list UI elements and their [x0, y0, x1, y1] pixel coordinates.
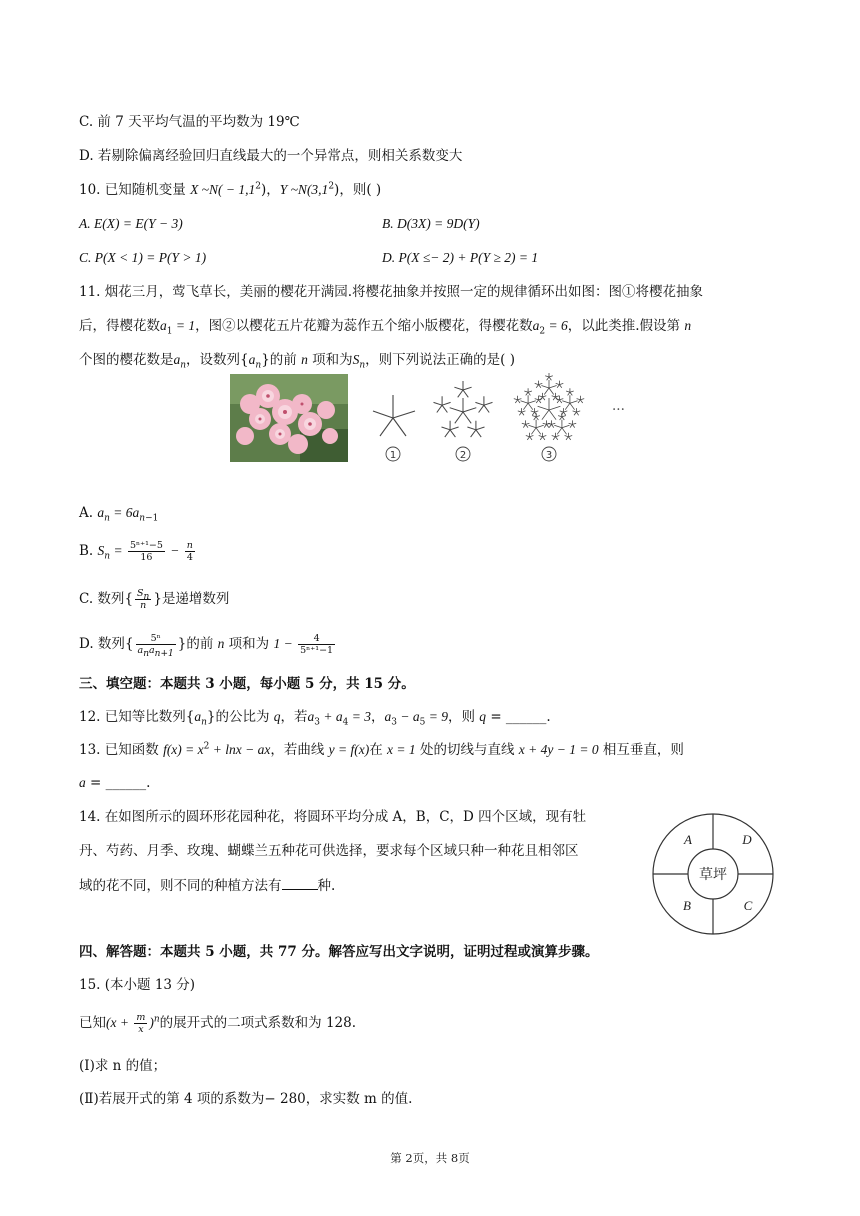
ring-label-d: D: [742, 832, 752, 847]
q11-option-b: B. $S_n$ = $\frac{\text{5ⁿ⁺¹−5}}{16}$ − $\frac{n}{4}$: [79, 540, 193, 563]
q11-stem-line3: 个图的樱花数是$a_n$，设数列$\{a_n\}$的前 n 项和为$S_n$，则下列说法正确的是( ): [79, 352, 515, 371]
flower-figure-1: [370, 392, 418, 462]
garden-ring-diagram: [651, 812, 775, 936]
section-4-heading: 四、解答题：本题共 5 小题，共 77 分。解答应写出文字说明，证明过程或演算步骤。: [79, 944, 599, 960]
q11-option-c: C. 数列{ $\frac{S_n}{n}$ }是递增数列: [79, 588, 230, 611]
q13-stem-line2: a = ______.: [79, 775, 151, 791]
svg-text:1: 1: [389, 450, 397, 461]
flower-figure-3: [513, 372, 587, 462]
svg-text:2: 2: [459, 450, 467, 461]
q11-stem-line2: 后，得樱花数$a_1 = 1$，图②以樱花五片花瓣为蕊作五个缩小版樱花，得樱花数$a_2 = 6$，以此类推.假设第 n: [79, 318, 692, 337]
ring-label-a: A: [684, 832, 692, 847]
ring-label-b: B: [683, 898, 691, 913]
cherry-blossom-photo: [230, 374, 348, 462]
q9-option-c: C. 前 7 天平均气温的平均数为 19℃: [79, 114, 300, 130]
section-3-heading: 三、填空题：本题共 3 小题，每小题 5 分，共 15 分。: [79, 676, 415, 692]
flower-figure-2: [430, 380, 500, 462]
svg-text:3: 3: [545, 450, 553, 461]
q11-option-d: D. 数列{ $\frac{\text{5ⁿ}}{a_na_{n+1}}$ }的前 n 项和为 1 − $\frac{4}{\text{5ⁿ⁺¹−1}}$: [79, 633, 334, 659]
q15-title: 15. (本小题 13 分): [79, 977, 196, 993]
ring-label-c: C: [743, 898, 753, 913]
q11-option-a: A. $a_n = 6a_{n-1}$: [79, 505, 159, 524]
q10-option-c: C. P(X < 1) = P(Y > 1): [79, 250, 207, 265]
q13-stem-line1: 13. 已知函数 $f(x) = x^2 + \ln x$ − ax，若曲线 y = f(x)在 x = 1 处的切线与直线 x + 4y − 1 = 0 相互垂直，则: [79, 741, 684, 758]
q14-answer-blank: [282, 875, 318, 890]
q10-stem: 10. 已知随机变量 X ~N( − $1,1^2$)，Y $\sim N(3,1^2)$，则( ): [79, 181, 382, 198]
q10-option-a: A. E(X) = E(Y − 3): [79, 216, 183, 231]
q15-part-2: (Ⅱ)若展开式的第 4 项的系数为− 280，求实数 m 的值.: [79, 1091, 413, 1107]
page-footer: 第 2页，共 8页: [390, 1151, 470, 1165]
q10-option-b: B. D(3X) = 9D(Y): [382, 216, 480, 231]
q15-stem: 已知(x + $\frac{m}{x}$ )$^n$的展开式的二项式系数和为 128.: [79, 1012, 357, 1035]
q14-stem-line3: 域的花不同，则不同的种植方法有 种.: [79, 875, 335, 896]
q10-option-d: D. P(X ≤− 2) + P(Y ≥ 2) = 1: [382, 250, 539, 265]
q14-stem-line1: 14. 在如图所示的圆环形花园种花，将圆环平均分成 A，B，C，D 四个区域，现有牡: [79, 809, 587, 825]
q11-stem-line1: 11. 烟花三月，莺飞草长，美丽的樱花开满园.将樱花抽象并按照一定的规律循环出如图：图①将樱花抽象: [79, 284, 704, 300]
q12-stem: 12. 已知等比数列$\{a_n\}$的公比为 q，若$a_3 + a_4 = 3$，$a_3 - a_5 = 9$，则 q = ______.: [79, 709, 551, 728]
figure-ellipsis: ···: [612, 402, 625, 418]
q14-stem-line2: 丹、芍药、月季、玫瑰、蝴蝶兰五种花可供选择，要求每个区域只种一种花且相邻区: [79, 843, 579, 859]
ring-center-label: 草坪: [699, 867, 727, 883]
q9-option-d: D. 若剔除偏离经验回归直线最大的一个异常点，则相关系数变大: [79, 148, 463, 164]
q15-part-1: (Ⅰ)求 n 的值；: [79, 1058, 167, 1074]
